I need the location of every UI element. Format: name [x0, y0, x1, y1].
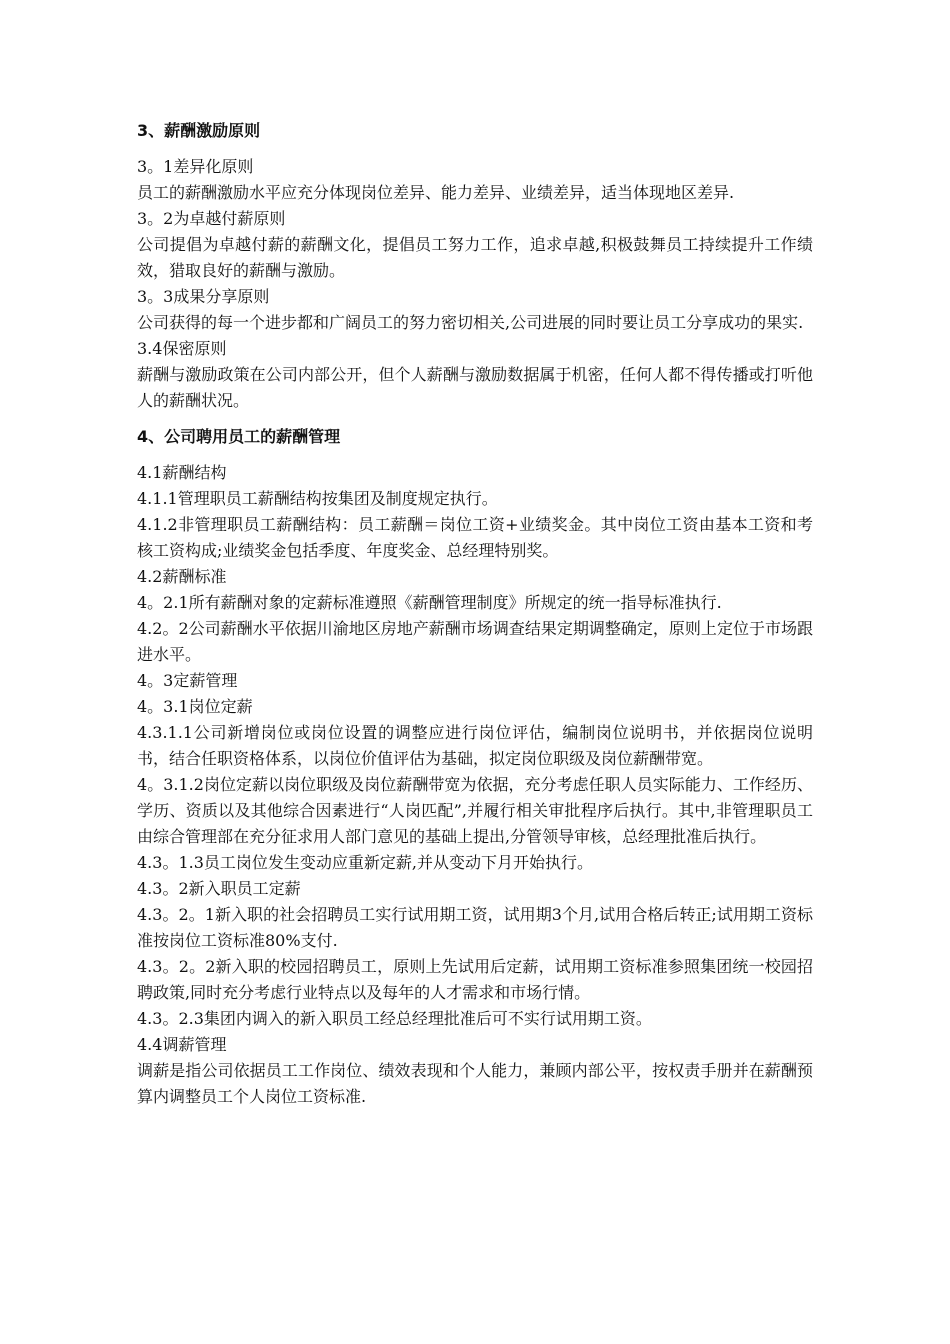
subheading-4-2: 4.2薪酬标准 — [137, 567, 227, 586]
document-page — [137, 110, 813, 1110]
paragraph-4-2-2: 4.2。2公司薪酬水平依据川渝地区房地产薪酬市场调查结果定期调整确定，原则上定位于市场跟进水平。 — [137, 619, 813, 664]
subheading-3-3: 3。3成果分享原则 — [137, 287, 270, 306]
subheading-4-3: 4。3定薪管理 — [137, 671, 238, 690]
paragraph-4-3-1-1: 4.3.1.1公司新增岗位或岗位设置的调整应进行岗位评估，编制岗位说明书，并依据岗位说明书，结合任职资格体系，以岗位价值评估为基础，拟定岗位职级及岗位薪酬带宽。 — [137, 723, 813, 768]
paragraph-4-1-2: 4.1.2非管理职员工薪酬结构：员工薪酬＝岗位工资+业绩奖金。其中岗位工资由基本工资和考核工资构成;业绩奖金包括季度、年度奖金、总经理特别奖。 — [137, 515, 813, 560]
subheading-4-3-2: 4.3。2新入职员工定薪 — [137, 879, 301, 898]
section-heading-3: 3、薪酬激励原则 — [137, 121, 261, 140]
paragraph-4-4: 调薪是指公司依据员工工作岗位、绩效表现和个人能力，兼顾内部公平，按权责手册并在薪酬预算内调整员工个人岗位工资标准. — [137, 1061, 813, 1106]
paragraph-3-4: 薪酬与激励政策在公司内部公开，但个人薪酬与激励数据属于机密，任何人都不得传播或打听他人的薪酬状况。 — [137, 365, 813, 410]
subheading-3-2: 3。2为卓越付薪原则 — [137, 209, 286, 228]
section-heading-4: 4、公司聘用员工的薪酬管理 — [137, 427, 341, 446]
paragraph-4-3-2-1: 4.3。2。1新入职的社会招聘员工实行试用期工资，试用期3个月,试用合格后转正;试用期工资标准按岗位工资标准80%支付. — [137, 905, 813, 950]
subheading-3-4: 3.4保密原则 — [137, 339, 227, 358]
paragraph-4-3-2-2: 4.3。2。2新入职的校园招聘员工，原则上先试用后定薪，试用期工资标准参照集团统一校园招聘政策,同时充分考虑行业特点以及每年的人才需求和市场行情。 — [137, 957, 813, 1002]
subheading-4-4: 4.4调薪管理 — [137, 1035, 227, 1054]
paragraph-4-3-1-3: 4.3。1.3员工岗位发生变动应重新定薪,并从变动下月开始执行。 — [137, 853, 593, 872]
paragraph-3-1: 员工的薪酬激励水平应充分体现岗位差异、能力差异、业绩差异，适当体现地区差异. — [137, 183, 735, 202]
paragraph-3-2: 公司提倡为卓越付薪的薪酬文化，提倡员工努力工作，追求卓越,积极鼓舞员工持续提升工作绩效，猎取良好的薪酬与激励。 — [137, 235, 813, 280]
paragraph-4-3-2-3: 4.3。2.3集团内调入的新入职员工经总经理批准后可不实行试用期工资。 — [137, 1009, 652, 1028]
subheading-3-1: 3。1差异化原则 — [137, 157, 254, 176]
paragraph-3-3: 公司获得的每一个进步都和广阔员工的努力密切相关,公司进展的同时要让员工分享成功的果实. — [137, 313, 804, 332]
paragraph-4-3-1-2: 4。3.1.2岗位定薪以岗位职级及岗位薪酬带宽为依据，充分考虑任职人员实际能力、工作经历、学历、资质以及其他综合因素进行“人岗匹配”,并履行相关审批程序后执行。其中,非管理职员工由综合管理部在充分征求用人部门意见的基础上提出,分管领导审核，总经理批准后执行。 — [137, 775, 813, 846]
paragraph-4-1-1: 4.1.1管理职员工薪酬结构按集团及制度规定执行。 — [137, 489, 498, 508]
subheading-4-1: 4.1薪酬结构 — [137, 463, 227, 482]
subheading-4-3-1: 4。3.1岗位定薪 — [137, 697, 253, 716]
paragraph-4-2-1: 4。2.1所有薪酬对象的定薪标准遵照《薪酬管理制度》所规定的统一指导标准执行. — [137, 593, 722, 612]
